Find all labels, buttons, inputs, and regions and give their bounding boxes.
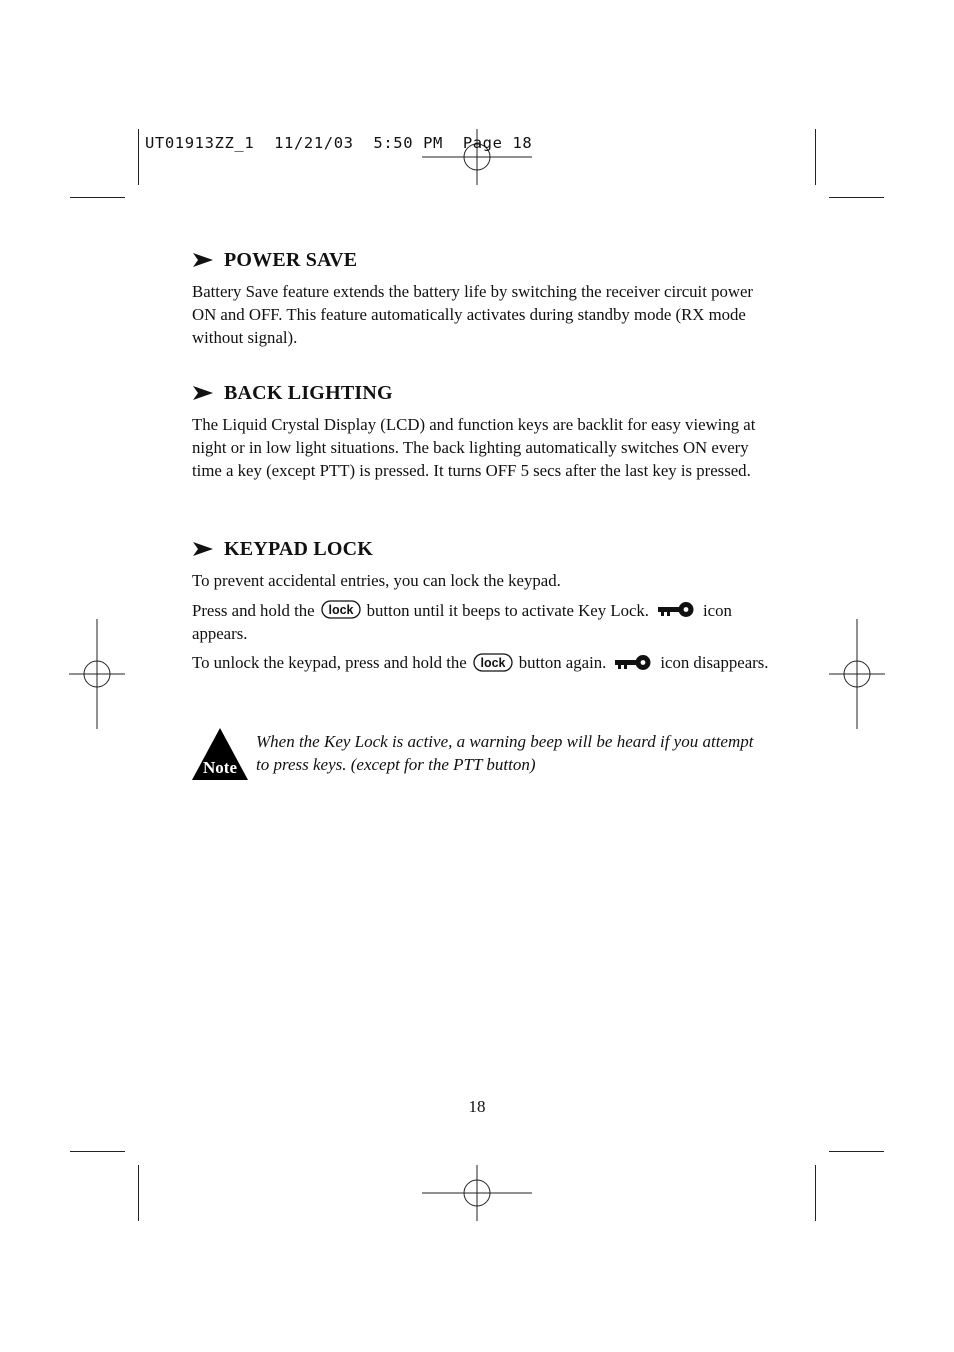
text-run: icon appears. (192, 600, 732, 643)
heading-text: KEYPAD LOCK (224, 537, 374, 560)
crop-mark (70, 1151, 125, 1152)
section-keypad-lock (192, 536, 772, 682)
lock-button-label: lock (480, 656, 506, 671)
arrowhead-bullet-icon (192, 541, 214, 557)
crop-mark (138, 1165, 139, 1221)
registration-mark-icon (68, 618, 126, 730)
paragraph: To prevent accidental entries, you can lock the keypad. (192, 571, 561, 590)
text-run: Press and hold the (192, 600, 315, 620)
arrowhead-bullet-icon (192, 385, 214, 401)
section-power-save (192, 247, 772, 356)
heading-text: POWER SAVE (224, 248, 358, 271)
heading-text: BACK LIGHTING (224, 381, 393, 404)
section-heading (192, 536, 772, 562)
page-number: 18 (468, 1097, 486, 1116)
text-run: button until it beeps to activate Key Lock. (366, 600, 650, 620)
text-run: button again. (518, 653, 607, 673)
lock-button-icon (473, 653, 513, 672)
crop-mark (138, 129, 139, 185)
lock-button-icon (321, 600, 361, 619)
text-run: To unlock the keypad, press and hold the (192, 653, 467, 673)
section-heading (192, 247, 772, 273)
note-badge-label: Note (203, 758, 237, 777)
paragraph: Battery Save feature extends the battery life by switching the receiver circuit power ON and OFF. This feature automatically activates during standby mode (RX mode without signal). (192, 282, 754, 347)
section-back-lighting (192, 380, 772, 489)
crop-mark (829, 197, 884, 198)
registration-mark-icon (420, 1164, 534, 1222)
paragraph (192, 600, 772, 646)
key-lock-icon (614, 654, 652, 671)
section-body (192, 570, 772, 675)
note-text: When the Key Lock is active, a warning beep will be heard if you attempt to press keys. (except for the PTT button) (256, 732, 754, 774)
registration-mark-icon (828, 618, 886, 730)
crop-mark (70, 197, 125, 198)
section-body (192, 281, 772, 349)
key-lock-icon (657, 601, 695, 618)
crop-mark (815, 129, 816, 185)
crop-mark (829, 1151, 884, 1152)
note-warning-icon (192, 728, 248, 780)
section-heading (192, 380, 772, 406)
text-run: icon disappears. (660, 653, 769, 673)
printer-slug: UT01913ZZ_1 11/21/03 5:50 PM Page 18 (145, 134, 533, 152)
paragraph: The Liquid Crystal Display (LCD) and function keys are backlit for easy viewing at night or in low light situations. The back lighting automatically switches ON every time a key (except PTT) is pressed. It turns OFF 5 secs after the last key is pressed. (192, 415, 756, 480)
lock-button-label: lock (328, 603, 354, 618)
crop-mark (815, 1165, 816, 1221)
arrowhead-bullet-icon (192, 252, 214, 268)
paragraph (192, 652, 772, 675)
section-body (192, 414, 772, 482)
